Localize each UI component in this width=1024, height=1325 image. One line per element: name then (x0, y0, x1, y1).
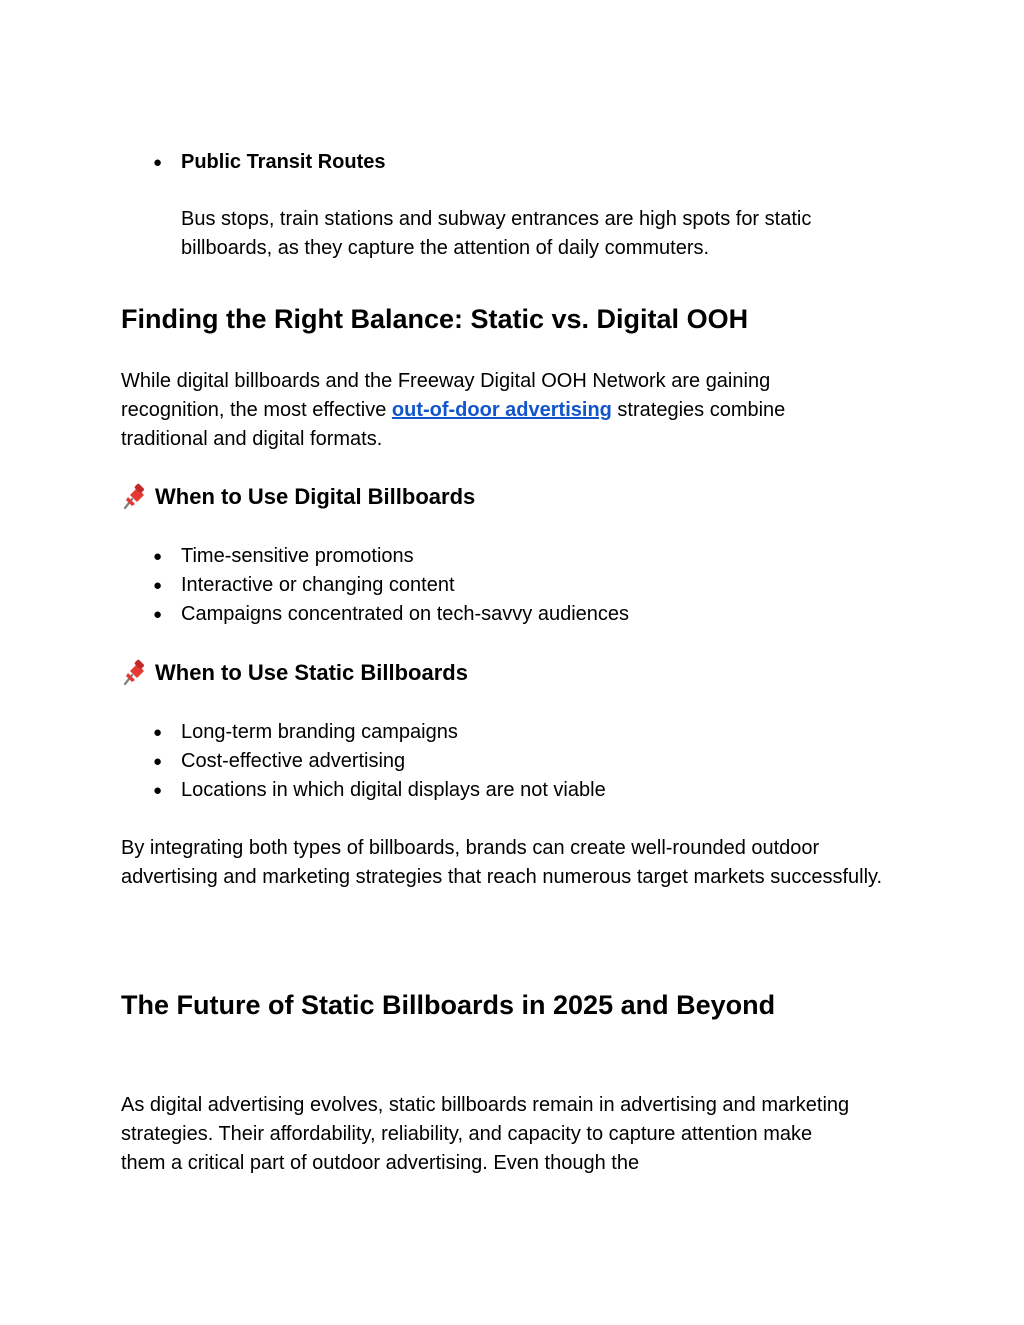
transit-list (121, 148, 385, 177)
digital-heading-row (119, 482, 475, 512)
transit-title: Public Transit Routes (181, 151, 386, 173)
digital-item: Time-sensitive promotions (181, 545, 414, 567)
static-heading-row (119, 658, 468, 688)
list-item (121, 600, 629, 629)
balance-paragraph (121, 367, 861, 454)
static-item: Locations in which digital displays are not viable (181, 779, 606, 801)
balance-text-after: strategies combine traditional and digital formats. (121, 399, 786, 450)
digital-heading: When to Use Digital Billboards (155, 484, 476, 509)
bullet-icon: ● (153, 753, 163, 770)
out-of-door-advertising-link[interactable]: out-of-door advertising (391, 399, 612, 421)
static-item: Cost-effective advertising (181, 750, 406, 772)
static-heading: When to Use Static Billboards (155, 660, 468, 685)
digital-item: Interactive or changing content (181, 574, 455, 596)
pushpin-icon (119, 482, 149, 512)
digital-item: Campaigns concentrated on tech-savvy audiences (181, 603, 630, 625)
list-item (121, 747, 606, 776)
future-heading: The Future of Static Billboards in 2025 and Beyond (121, 990, 776, 1020)
bullet-icon: ● (153, 577, 163, 594)
transit-description (181, 205, 971, 263)
transit-line-2: billboards, as they capture the attention of daily commuters. (181, 237, 710, 259)
list-item (121, 542, 629, 571)
list-item (121, 148, 385, 177)
pushpin-icon (119, 658, 149, 688)
transit-line-1: Bus stops, train stations and subway entrances are high spots for static (181, 208, 812, 230)
integrating-paragraph: By integrating both types of billboards, brands can create well-rounded outdoor advertising and marketing strategies that reach numerous target markets successfully. (121, 837, 883, 888)
list-item (121, 718, 606, 747)
bullet-icon: ● (153, 724, 163, 741)
bullet-icon: ● (153, 606, 163, 623)
bullet-icon: ● (153, 548, 163, 565)
balance-text-before: While digital billboards and the Freeway Digital OOH Network are gaining recognition, the most effective (121, 370, 771, 421)
list-item (121, 776, 606, 805)
bullet-icon: ● (153, 154, 163, 171)
bullet-icon: ● (153, 782, 163, 799)
static-item: Long-term branding campaigns (181, 721, 458, 743)
future-paragraph: As digital advertising evolves, static billboards remain in advertising and marketing strategies. Their affordability, reliability, and capacity to capture attention make them a critical part of outdoor advertising. Even though the (121, 1094, 850, 1174)
balance-heading: Finding the Right Balance: Static vs. Digital OOH (121, 304, 749, 334)
static-list (121, 718, 606, 805)
list-item (121, 571, 629, 600)
digital-list (121, 542, 629, 629)
